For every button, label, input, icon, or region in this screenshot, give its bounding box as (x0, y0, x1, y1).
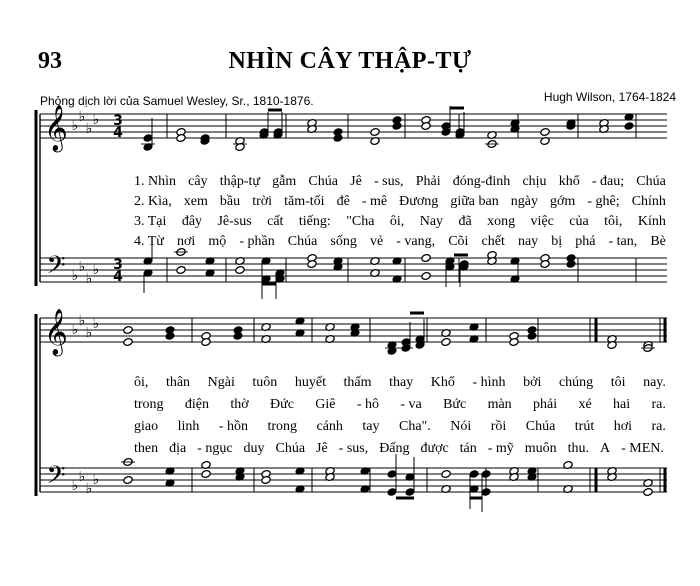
flat-icon: ♭ (92, 316, 100, 332)
lyric-syllable: - sus, (338, 441, 369, 456)
flat-icon: ♭ (78, 313, 86, 329)
lyric-syllable: Ngài (207, 375, 235, 390)
flat-icon: ♭ (92, 112, 100, 128)
lyric-syllable: - ngục (197, 441, 233, 456)
lyric-syllable: 1. Nhìn (134, 174, 176, 189)
lyric-syllable: vẻ (369, 234, 384, 249)
lyric-syllable: - phần (239, 234, 275, 249)
lyric-syllable: của (569, 214, 589, 229)
flat-icon: ♭ (92, 262, 100, 278)
lyric-syllable: - đau; (591, 174, 625, 189)
lyric-syllable: ngày (510, 194, 538, 209)
verse-line (134, 441, 664, 461)
lyric-syllable: chịu (522, 174, 547, 189)
lyric-syllable: Chúa (636, 174, 666, 189)
lyric-syllable: xem (183, 194, 208, 209)
lyric-syllable: đê (336, 194, 350, 209)
words-credit: Phỏng dịch lời của Samuel Wesley, Sr., 1810-1876. (40, 94, 314, 108)
lyric-syllable: - hồn (218, 419, 248, 434)
treble-clef-icon: 𝄞 (44, 309, 68, 355)
time-signature-bottom: 4 (113, 269, 123, 285)
lyric-syllable: Nay (419, 214, 444, 229)
lyric-syllable: điện (184, 397, 210, 412)
lyric-syllable: nay. (643, 375, 666, 390)
time-signature-top: 3 (113, 257, 123, 273)
notehead (370, 128, 380, 137)
lyric-syllable: cất (267, 214, 284, 229)
notehead (421, 254, 431, 263)
lyric-syllable: Chính (631, 194, 666, 209)
lyric-syllable: rồi (490, 419, 507, 434)
lyric-syllable: - hô (356, 397, 379, 412)
flat-icon: ♭ (78, 469, 86, 485)
lyric-syllable: chúng (558, 375, 594, 390)
lyric-syllable: thu. (567, 441, 590, 456)
lyric-syllable: Chúa (287, 234, 318, 249)
flat-icon: ♭ (71, 118, 79, 134)
flat-icon: ♭ (78, 259, 86, 275)
verse-line (134, 397, 666, 417)
time-signature-top: 3 (113, 113, 123, 129)
flat-icon: ♭ (85, 121, 93, 137)
lyric-syllable: A (600, 441, 611, 456)
lyric-syllable: Jê (350, 174, 362, 189)
lyric-syllable: đã (458, 214, 472, 229)
verse-line (134, 214, 666, 234)
lyric-syllable: Chúa (525, 419, 556, 434)
hymn-number: 93 (38, 48, 62, 74)
lyric-syllable: Khổ (430, 375, 455, 390)
lyric-syllable: - sus, (373, 174, 404, 189)
lyric-syllable: gẫm (272, 174, 297, 189)
lyric-syllable: Jê-sus (217, 214, 252, 229)
lyric-syllable: Nói (450, 419, 472, 434)
music-credit: Hugh Wilson, 1764-1824 (543, 90, 676, 104)
lyric-syllable: màn (487, 397, 512, 412)
lyric-syllable: - vang, (396, 234, 436, 249)
lyric-syllable: muôn (524, 441, 557, 456)
lyric-syllable: ra. (651, 419, 666, 434)
lyric-syllable: 3. Tại (134, 214, 167, 229)
lyric-syllable: bầu (219, 194, 241, 209)
notehead (123, 338, 133, 347)
lyric-syllable: tôi (610, 375, 626, 390)
verse-line (134, 194, 666, 214)
lyric-syllable: Đấng (379, 441, 410, 456)
lyric-syllable: xong (487, 214, 516, 229)
lyric-syllable: cây (188, 174, 208, 189)
flat-icon: ♭ (71, 322, 79, 338)
notehead (201, 470, 211, 479)
lyric-syllable: duy (243, 441, 265, 456)
lyric-syllable: xé (578, 397, 592, 412)
lyric-syllable: mộ (208, 234, 227, 249)
notehead (643, 488, 653, 497)
lyric-syllable: - va (400, 397, 422, 412)
lyric-syllable: đóng-đinh (452, 174, 511, 189)
lyric-syllable: Đương (399, 194, 439, 209)
lyric-syllable: Chúa (308, 174, 338, 189)
lyric-syllable: sống (330, 234, 357, 249)
lyric-syllable: Kính (637, 214, 666, 229)
lyric-syllable: tuôn (252, 375, 278, 390)
lyric-syllable: thân (165, 375, 191, 390)
lyric-syllable: đây (181, 214, 203, 229)
lyric-syllable: bởi (523, 375, 542, 390)
lyric-syllable: thập-tự (219, 174, 260, 189)
lyric-syllable: then (134, 441, 159, 456)
notehead (441, 470, 451, 479)
notehead (176, 266, 186, 275)
notehead (235, 266, 245, 275)
notehead (123, 326, 133, 335)
bass-clef-icon: 𝄢 (46, 251, 66, 286)
notehead (441, 338, 451, 347)
flat-icon: ♭ (85, 481, 93, 497)
lyric-syllable: được (420, 441, 449, 456)
lyric-syllable: chết (481, 234, 505, 249)
lyric-syllable: tăm-tối (284, 194, 325, 209)
lyric-syllable: tay (362, 419, 380, 434)
notehead (624, 122, 634, 131)
bass-clef-icon: 𝄢 (46, 461, 66, 496)
verse-line (134, 234, 666, 254)
lyric-syllable: giữa ban (450, 194, 499, 209)
verse-line (134, 174, 666, 194)
notehead (421, 272, 431, 281)
lyric-syllable: - MEN. (621, 441, 664, 456)
lyric-syllable: thấm (343, 375, 372, 390)
lyric-syllable: phải (533, 397, 558, 412)
lyric-syllable: Jê (316, 441, 328, 456)
lyric-syllable: Bức (443, 397, 467, 412)
lyric-syllable: thờ (230, 397, 249, 412)
flat-icon: ♭ (78, 109, 86, 125)
verse-line (134, 375, 666, 395)
lyric-syllable: - hình (472, 375, 506, 390)
lyric-syllable: 2. Kìa, (134, 194, 172, 209)
lyric-syllable: Cõi (448, 234, 469, 249)
treble-clef-icon: 𝄞 (44, 105, 68, 151)
notehead (540, 128, 550, 137)
notehead (123, 476, 133, 485)
lyric-syllable: tiếng: (298, 214, 331, 229)
lyric-syllable: linh (177, 419, 200, 434)
lyric-syllable: - ghê; (587, 194, 620, 209)
hymn-title: NHÌN CÂY THẬP-TỰ (228, 48, 472, 74)
lyric-syllable: trời (252, 194, 273, 209)
lyric-syllable: gớm (550, 194, 576, 209)
lyric-syllable: - mỹ (487, 441, 514, 456)
time-signature-bottom: 4 (113, 125, 123, 141)
lyric-syllable: - mê (361, 194, 388, 209)
lyric-syllable: trong (267, 419, 298, 434)
lyric-syllable: giao (134, 419, 159, 434)
lyric-syllable: "Cha (346, 214, 375, 229)
lyric-syllable: cánh (316, 419, 343, 434)
lyric-syllable: nay (517, 234, 539, 249)
lyric-syllable: phá (575, 234, 596, 249)
lyric-syllable: Đức (270, 397, 294, 412)
lyric-syllable: trong (134, 397, 164, 412)
lyric-syllable: - tan, (608, 234, 638, 249)
flat-icon: ♭ (85, 271, 93, 287)
lyric-syllable: ra. (651, 397, 666, 412)
lyric-syllable: hơi (613, 419, 632, 434)
flat-icon: ♭ (92, 472, 100, 488)
flat-icon: ♭ (71, 478, 79, 494)
lyric-syllable: tôi, (604, 214, 623, 229)
lyric-syllable: Phải (415, 174, 441, 189)
lyric-syllable: ôi, (134, 375, 149, 390)
lyric-syllable: nơi (176, 234, 196, 249)
verse-line (134, 419, 666, 439)
lyric-syllable: trút (574, 419, 595, 434)
lyric-syllable: hai (613, 397, 631, 412)
flat-icon: ♭ (71, 268, 79, 284)
lyric-syllable: khổ (558, 174, 580, 189)
flat-icon: ♭ (85, 325, 93, 341)
lyric-syllable: ôi, (389, 214, 405, 229)
lyric-syllable: huyết (294, 375, 326, 390)
lyric-syllable: Chúa (275, 441, 306, 456)
lyric-syllable: Cha". (398, 419, 431, 434)
lyric-syllable: bị (551, 234, 563, 249)
lyric-syllable: thay (389, 375, 414, 390)
lyric-syllable: 4. Từ (134, 234, 164, 249)
lyric-syllable: Giê (315, 397, 336, 412)
lyric-syllable: địa (169, 441, 187, 456)
lyric-syllable: việc (530, 214, 554, 229)
lyric-syllable: tán (459, 441, 477, 456)
lyric-syllable: Bè (650, 234, 666, 249)
